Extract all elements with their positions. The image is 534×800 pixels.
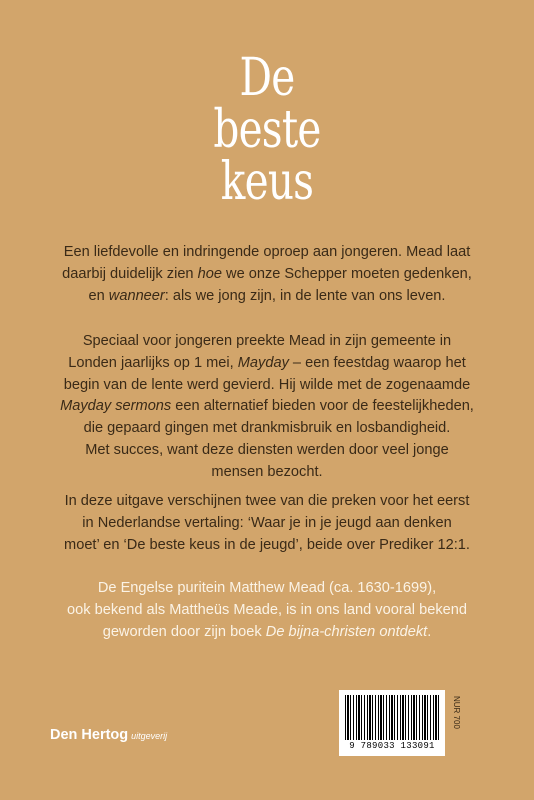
blurb-paragraph-1 <box>56 242 478 307</box>
text-line: en wanneer: als we jong zijn, in de lente van ons leven. <box>88 287 446 304</box>
title-line-1: De <box>239 48 295 108</box>
text-line: ook bekend als Mattheüs Meade, is in ons land vooral bekend <box>67 601 467 618</box>
text-line: geworden door zijn boek De bijna-christen ontdekt. <box>102 623 432 640</box>
text-line: De Engelse puritein Matthew Mead (ca. 1630-1699), <box>97 580 437 596</box>
text-line: Londen jaarlijks op 1 mei, Mayday – een feestdag waarop het <box>68 354 466 371</box>
text-line: Speciaal voor jongeren preekte Mead in zijn gemeente in <box>82 333 452 349</box>
book-title <box>59 48 476 212</box>
text-line: Mayday sermons een alternatief bieden voor de feestelijkheden, <box>60 398 474 415</box>
text-line: Met succes, want deze diensten werden door veel jonge <box>85 441 449 458</box>
title-line-2: beste <box>213 100 321 160</box>
text-line: die gepaard gingen met drankmisbruik en losbandigheid. <box>83 420 451 437</box>
blurb-paragraph-2 <box>56 331 478 484</box>
publisher-name: Den Hertog <box>50 727 129 743</box>
text-line: In deze uitgave verschijnen twee van die preken voor het eerst <box>64 493 470 509</box>
title-line-3: keus <box>220 152 314 212</box>
publisher-logo <box>50 727 167 743</box>
barcode-icon <box>345 695 439 740</box>
text-line: begin van de lente werd gevierd. Hij wilde met de zogenaamde <box>63 376 471 393</box>
text-line: daarbij duidelijk zien hoe we onze Schepper moeten gedenken, <box>62 265 472 282</box>
publisher-sub: uitgeverij <box>131 731 168 741</box>
text-line: moet’ en ‘De beste keus in de jeugd’, beide over Prediker 12:1. <box>64 536 470 553</box>
nur-code: NUR 700 <box>452 696 461 729</box>
text-line: in Nederlandse vertaling: ‘Waar je in je jeugd aan denken <box>82 514 452 531</box>
isbn-number: 9 789033 133091 <box>349 741 435 751</box>
barcode-label <box>339 690 445 756</box>
text-line: mensen bezocht. <box>211 463 323 480</box>
blurb-paragraph-3 <box>56 491 478 556</box>
text-line: Een liefdevolle en indringende oproep aan jongeren. Mead laat <box>63 244 471 260</box>
author-note <box>56 578 478 643</box>
